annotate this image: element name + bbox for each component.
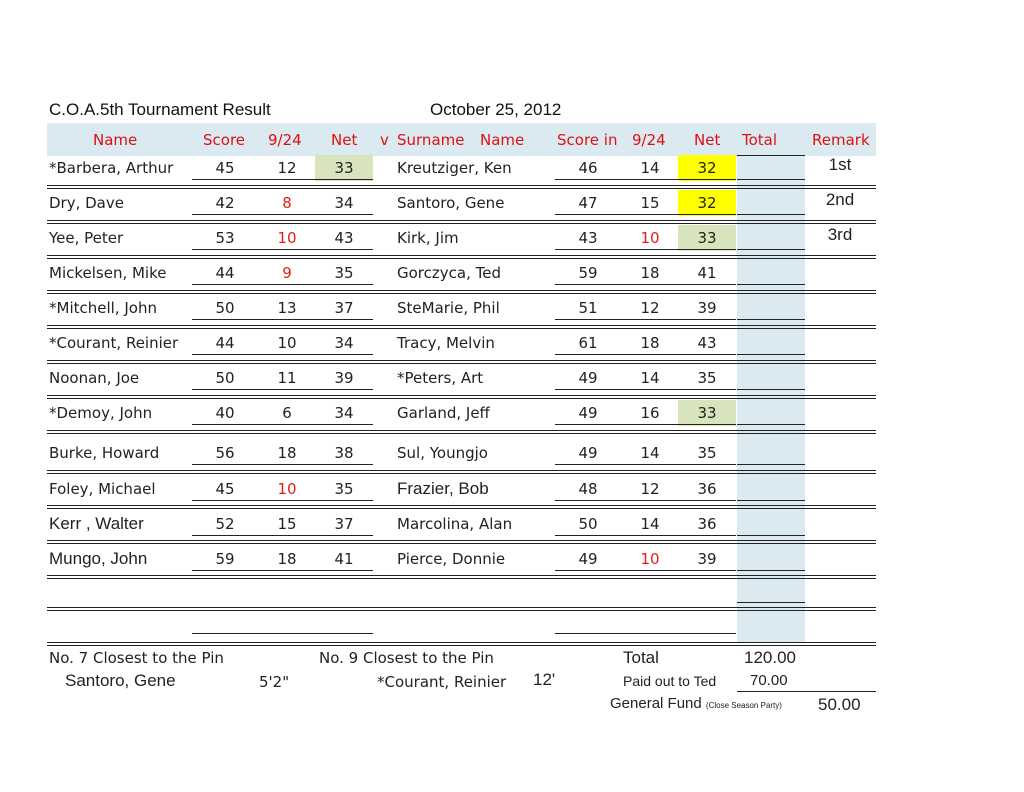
net-left: 38 [334, 444, 354, 462]
net-left: 34 [334, 334, 354, 352]
remark [806, 260, 874, 280]
total-underline [737, 354, 805, 355]
header-total: Total [742, 131, 778, 149]
total-label: Total [623, 648, 659, 667]
remark: 1st [828, 155, 852, 174]
no7-winner: Santoro, Gene [65, 671, 176, 690]
player-name-right: Marcolina, Alan [397, 515, 513, 533]
net-left: 43 [334, 229, 354, 247]
no7-distance: 5'2" [259, 673, 290, 691]
player-name-right: Santoro, Gene [397, 194, 505, 212]
net-right: 33 [697, 404, 717, 422]
hcp-left: 13 [277, 299, 297, 317]
net-left: 41 [334, 550, 354, 568]
score-underline-right [555, 424, 736, 425]
hcp-left: 10 [277, 229, 297, 247]
player-name-left: Dry, Dave [49, 194, 124, 212]
row-separator [47, 395, 876, 399]
hcp-left: 18 [277, 444, 297, 462]
score-underline-left [192, 389, 373, 390]
score-right: 49 [578, 404, 598, 422]
hcp-left: 15 [277, 515, 297, 533]
remark [806, 440, 874, 460]
score-underline-left [192, 354, 373, 355]
score-underline-left [192, 500, 373, 501]
net-right: 39 [697, 299, 717, 317]
score-right: 46 [578, 159, 598, 177]
score-left: 59 [215, 550, 235, 568]
score-left: 50 [215, 369, 235, 387]
row-separator [47, 575, 876, 579]
remark [806, 546, 874, 566]
net-right: 41 [697, 264, 717, 282]
player-name-right: Tracy, Melvin [397, 334, 495, 352]
hcp-right: 10 [640, 229, 660, 247]
row-separator [47, 540, 876, 544]
score-left: 45 [215, 159, 235, 177]
total-underline [737, 214, 805, 215]
score-underline-left [192, 570, 373, 571]
hcp-left: 18 [277, 550, 297, 568]
score-right: 48 [578, 480, 598, 498]
total-underline [737, 535, 805, 536]
player-name-right: Kirk, Jim [397, 229, 459, 247]
score-left: 40 [215, 404, 235, 422]
fund-rule [737, 691, 876, 692]
player-name-right: *Peters, Art [397, 369, 484, 387]
score-underline-right [555, 389, 736, 390]
no7-label: No. 7 Closest to the Pin [49, 649, 224, 667]
score-left: 56 [215, 444, 235, 462]
hcp-left: 10 [277, 480, 297, 498]
score-underline-left [192, 214, 373, 215]
total-underline [737, 464, 805, 465]
score-right: 43 [578, 229, 598, 247]
score-underline-right [555, 464, 736, 465]
hcp-right: 16 [640, 404, 660, 422]
remark [806, 295, 874, 315]
net-left: 37 [334, 515, 354, 533]
score-underline-left [192, 319, 373, 320]
total-underline [737, 249, 805, 250]
player-name-right: Frazier, Bob [397, 479, 489, 498]
player-name-left: *Demoy, John [49, 404, 153, 422]
hcp-right: 14 [640, 159, 660, 177]
row-separator [47, 325, 876, 329]
score-underline-right [555, 319, 736, 320]
remark [806, 400, 874, 420]
score-underline-right [555, 214, 736, 215]
row-separator [47, 642, 876, 646]
row-separator [47, 607, 876, 611]
remark: 3rd [827, 225, 853, 244]
score-right: 49 [578, 550, 598, 568]
hcp-left: 10 [277, 334, 297, 352]
header-v: v [380, 131, 389, 149]
score-underline-right [555, 354, 736, 355]
score-underline-left [192, 464, 373, 465]
score-left: 50 [215, 299, 235, 317]
score-underline-right [555, 249, 736, 250]
header-remark: Remark [812, 131, 870, 149]
net-right: 32 [697, 194, 717, 212]
score-underline-right [555, 179, 736, 180]
hcp-right: 15 [640, 194, 660, 212]
score-underline-left [192, 284, 373, 285]
player-name-left: *Barbera, Arthur [49, 159, 174, 177]
score-right: 49 [578, 444, 598, 462]
net-right: 32 [697, 159, 717, 177]
score-right: 61 [578, 334, 598, 352]
hcp-right: 12 [640, 480, 660, 498]
player-name-right: Garland, Jeff [397, 404, 490, 422]
score-left: 45 [215, 480, 235, 498]
page-title: C.O.A.5th Tournament Result [49, 100, 271, 119]
hcp-right: 12 [640, 299, 660, 317]
net-right: 35 [697, 369, 717, 387]
player-name-left: *Courant, Reinier [49, 334, 179, 352]
hcp-right: 18 [640, 334, 660, 352]
row-separator [47, 360, 876, 364]
paid-label: Paid out to Ted [623, 673, 717, 689]
total-underline [737, 319, 805, 320]
score-underline-right [555, 500, 736, 501]
net-left: 39 [334, 369, 354, 387]
hcp-left: 12 [277, 159, 297, 177]
hcp-right: 14 [640, 515, 660, 533]
player-name-left: Kerr , Walter [49, 514, 144, 533]
player-name-left: Yee, Peter [49, 229, 124, 247]
row-separator [47, 290, 876, 294]
net-left: 34 [334, 194, 354, 212]
score-underline-left [192, 424, 373, 425]
net-left: 35 [334, 264, 354, 282]
player-name-right: Gorczyca, Ted [397, 264, 501, 282]
player-name-right: Pierce, Donnie [397, 550, 506, 568]
hcp-left: 8 [282, 194, 292, 212]
row-separator [47, 505, 876, 509]
row-separator [47, 430, 876, 434]
fund-note: (Close Season Party) [705, 701, 782, 710]
score-right: 47 [578, 194, 598, 212]
remark [806, 330, 874, 350]
hcp-left: 9 [282, 264, 292, 282]
player-name-right: Sul, Youngjo [397, 444, 488, 462]
hcp-left: 11 [277, 369, 297, 387]
net-right: 43 [697, 334, 717, 352]
remark: 2nd [825, 190, 855, 209]
player-name-left: Mickelsen, Mike [49, 264, 167, 282]
blank-underline-right [555, 633, 736, 634]
header-net: Net [331, 131, 358, 149]
header-surname: Surname [397, 131, 465, 149]
total-underline [737, 179, 805, 180]
total-underline [737, 424, 805, 425]
no9-label: No. 9 Closest to the Pin [319, 649, 494, 667]
net-right: 35 [697, 444, 717, 462]
score-underline-left [192, 535, 373, 536]
report-date: October 25, 2012 [430, 100, 562, 119]
score-left: 42 [215, 194, 235, 212]
score-right: 51 [578, 299, 598, 317]
score-underline-right [555, 535, 736, 536]
no9-distance: 12' [533, 670, 556, 689]
total-underline [737, 284, 805, 285]
score-right: 50 [578, 515, 598, 533]
score-right: 59 [578, 264, 598, 282]
hcp-left: 6 [282, 404, 292, 422]
net-left: 34 [334, 404, 354, 422]
header-score: Score [203, 131, 246, 149]
remark [806, 476, 874, 496]
score-left: 53 [215, 229, 235, 247]
fund-label-text: General Fund [610, 695, 702, 712]
total-value: 120.00 [744, 648, 796, 667]
net-left: 37 [334, 299, 354, 317]
total-rule [737, 602, 805, 603]
net-left: 35 [334, 480, 354, 498]
score-left: 44 [215, 334, 235, 352]
player-name-left: Noonan, Joe [49, 369, 140, 387]
hcp-right: 10 [640, 550, 660, 568]
blank-underline-left [192, 633, 373, 634]
hcp-right: 18 [640, 264, 660, 282]
header-score-in: Score in [557, 131, 618, 149]
total-underline [737, 389, 805, 390]
hcp-right: 14 [640, 444, 660, 462]
row-separator [47, 470, 876, 474]
header-net2: Net [694, 131, 721, 149]
net-right: 36 [697, 515, 717, 533]
net-right: 33 [697, 229, 717, 247]
header-name2: Name [480, 131, 525, 149]
fund-value: 50.00 [818, 695, 861, 714]
player-name-right: Kreutziger, Ken [397, 159, 512, 177]
row-separator [47, 185, 876, 189]
total-header-rule [737, 155, 805, 156]
score-underline-left [192, 249, 373, 250]
remark [806, 511, 874, 531]
score-left: 44 [215, 264, 235, 282]
total-underline [737, 570, 805, 571]
score-underline-right [555, 570, 736, 571]
net-right: 36 [697, 480, 717, 498]
net-left: 33 [334, 159, 354, 177]
header-hcp: 9/24 [268, 131, 302, 149]
header-hcp2: 9/24 [632, 131, 666, 149]
player-name-left: Foley, Michael [49, 480, 156, 498]
paid-value: 70.00 [750, 672, 788, 689]
score-underline-right [555, 284, 736, 285]
score-left: 52 [215, 515, 235, 533]
header-name: Name [93, 131, 138, 149]
hcp-right: 14 [640, 369, 660, 387]
row-separator [47, 220, 876, 224]
player-name-left: Burke, Howard [49, 444, 160, 462]
player-name-left: *Mitchell, John [49, 299, 157, 317]
fund-label [610, 695, 782, 712]
no9-winner: *Courant, Reinier [377, 673, 507, 691]
score-right: 49 [578, 369, 598, 387]
score-underline-left [192, 179, 373, 180]
total-underline [737, 500, 805, 501]
player-name-left: Mungo, John [49, 549, 148, 568]
remark [806, 365, 874, 385]
row-separator [47, 255, 876, 259]
net-right: 39 [697, 550, 717, 568]
player-name-right: SteMarie, Phil [397, 299, 500, 317]
